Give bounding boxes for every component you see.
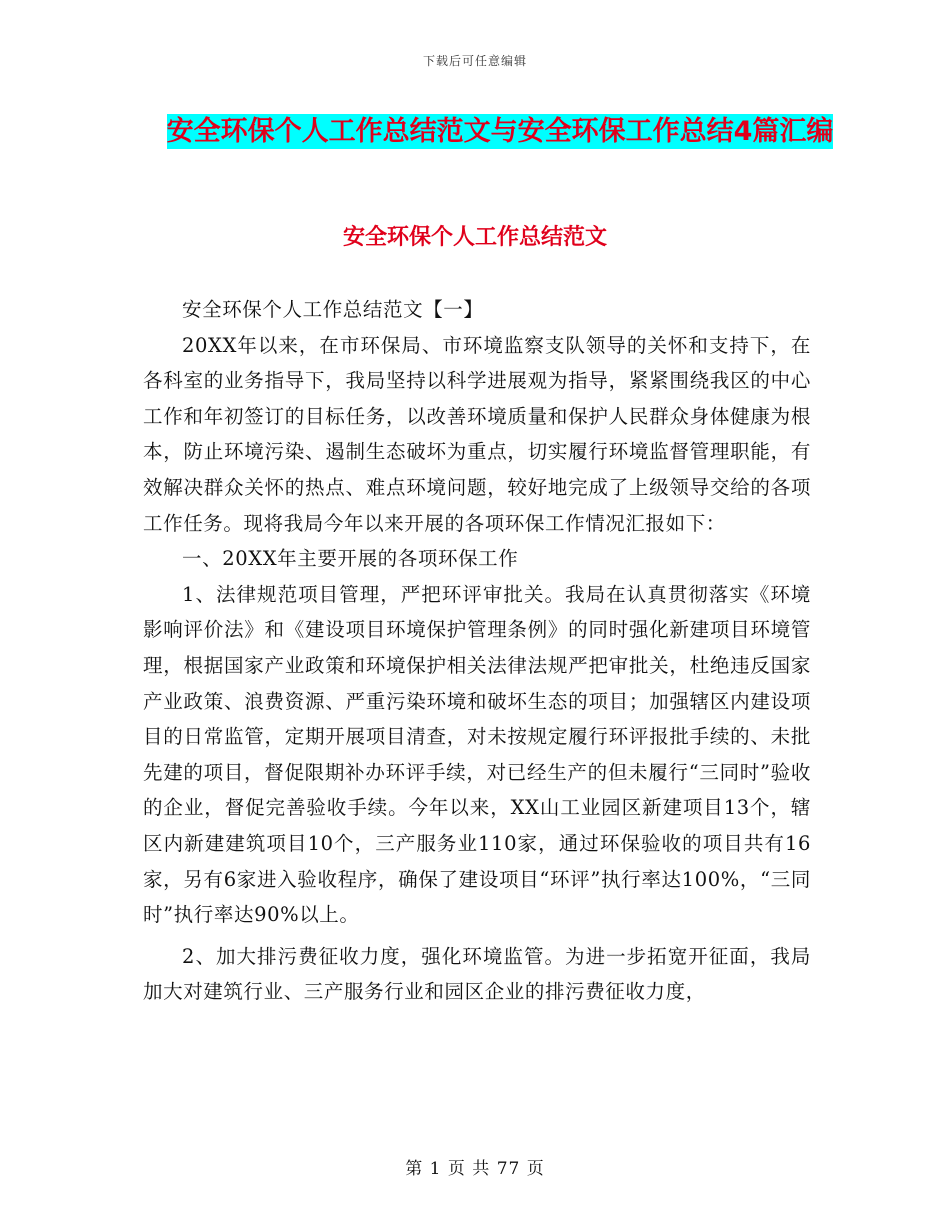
- paragraph-intro: 20XX年以来，在市环保局、市环境监察支队领导的关怀和支持下，在各科室的业务指导下，我局坚持以科学进展观为指导，紧紧围绕我区的中心工作和年初签订的目标任务，以改善环境质量和保护人民群众身体健康为根本，防止环境污染、遏制生态破坏为重点，切实履行环境监督管理职能，有效解决群众关怀的热点、难点环境问题，较好地完成了上级领导交给的各项工作任务。现将我局今年以来开展的各项环保工作情况汇报如下：: [143, 333, 811, 535]
- paragraph-item-one: 1、法律规范项目管理，严把环评审批关。我局在认真贯彻落实《环境影响评价法》和《建设项目环境保护管理条例》的同时强化新建项目环境管理，根据国家产业政策和环境保护相关法律法规严把审批关，杜绝违反国家产业政策、浪费资源、严重污染环境和破坏生态的项目；加强辖区内建设项目的日常监管，定期开展项目清查，对未按规定履行环评报批手续的、未批先建的项目，督促限期补办环评手续，对已经生产的但未履行“三同时”验收的企业，督促完善验收手续。今年以来，XX山工业园区新建项目13个，辖区内新建建筑项目10个，三产服务业110家，通过环保验收的项目共有16家，另有6家进入验收程序，确保了建设项目“环评”执行率达100%，“三同时”执行率达90%以上。: [143, 582, 811, 927]
- document-title: [140, 108, 860, 155]
- header-note: 下载后可任意编辑: [422, 54, 527, 68]
- paragraph-item-two: 2、加大排污费征收力度，强化环境监管。为进一步拓宽开征面，我局加大对建筑行业、三产服务行业和园区企业的排污费征收力度，: [143, 944, 811, 1004]
- document-title-text: 安全环保个人工作总结范文与安全环保工作总结4篇汇编: [166, 116, 834, 147]
- paragraph-subtitle: 安全环保个人工作总结范文【一】: [182, 298, 484, 321]
- paragraph-heading-one: 一、20XX年主要开展的各项环保工作: [182, 547, 519, 571]
- page-number-footer: 第 1 页 共 77 页: [405, 1159, 545, 1179]
- section-title: 安全环保个人工作总结范文: [342, 225, 607, 250]
- document-body: [143, 292, 811, 1010]
